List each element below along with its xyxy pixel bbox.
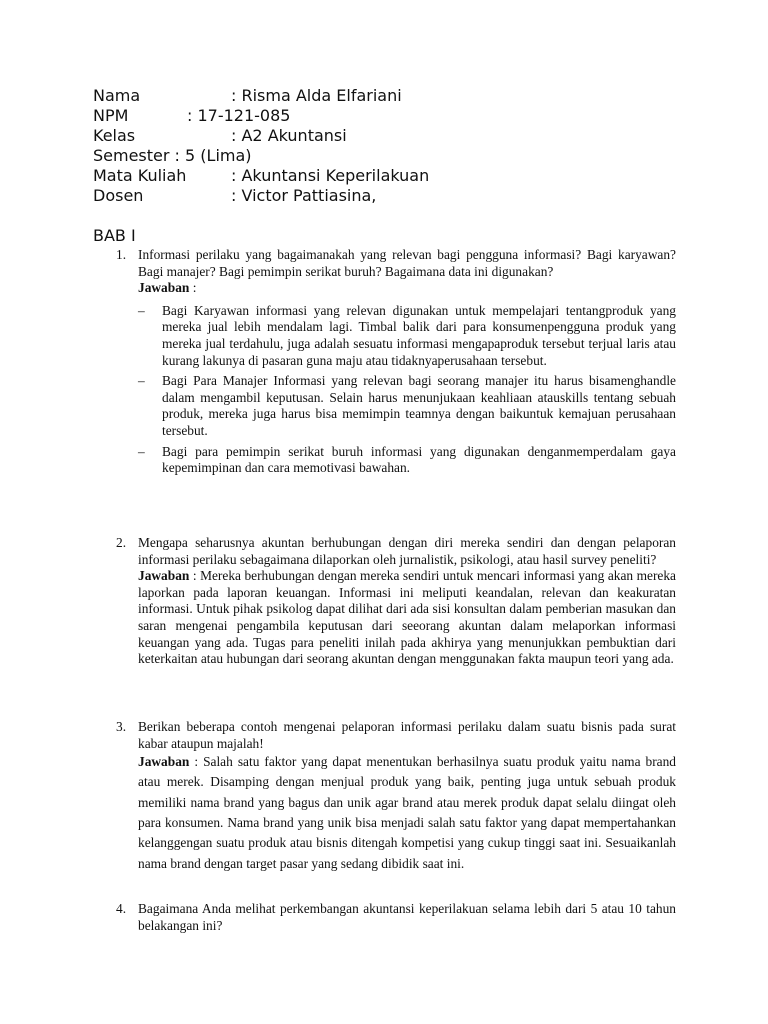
bullet-text: Bagi para pemimpin serikat buruh informasi yang digunakan denganmemperdalam gaya kepemimpinan dan cara memotivasi bawahan. xyxy=(162,443,676,476)
kelas-row xyxy=(93,126,693,146)
bullet-text: Bagi Karyawan informasi yang relevan digunakan untuk mempelajari tentangproduk yang mereka jual lebih mendalam lagi. Timbal balik dari para konsumenpengguna produk yang mereka jual terdahulu, juga adalah sesuatu informasi mengapaproduk tersebut terjual laris atau kurang lakunya di pasaran guna maju atau tidaknyaperusahaan tersebut. xyxy=(162,302,676,368)
answer-label: Jawaban xyxy=(138,754,190,770)
npm-value: : 17-121-085 xyxy=(187,106,291,125)
question-text: Bagaimana Anda melihat perkembangan akuntansi keperilakuan selama lebih dari 5 atau 10 tahun belakangan ini? xyxy=(138,901,676,933)
bullet-text: Bagi Para Manajer Informasi yang relevan bagi seorang manajer itu harus bisamenghandle dalam mengambil keputusan. Selain harus menunjukaan keahliaan atauskills tentang sebuah produk, mereka juga harus bisa memimpin teamnya dengan baikuntuk kemajuan perusahaan tersebut. xyxy=(162,373,676,438)
question-4 xyxy=(116,901,676,934)
answer-paragraph xyxy=(138,568,676,668)
kelas-value: : A2 Akuntansi xyxy=(231,126,347,145)
question-number: 3. xyxy=(116,719,127,734)
semester-row xyxy=(93,146,693,166)
question-2 xyxy=(116,535,676,668)
answer-heading xyxy=(138,280,676,297)
question-number: 1. xyxy=(116,247,127,262)
answer-separator: : xyxy=(189,280,197,296)
npm-row xyxy=(93,106,693,126)
semester-line: Semester : 5 (Lima) xyxy=(93,146,252,165)
npm-label: NPM xyxy=(93,106,129,125)
question-1 xyxy=(116,247,676,481)
mata-kuliah-value: : Akuntansi Keperilakuan xyxy=(231,166,430,185)
nama-value: : Risma Alda Elfariani xyxy=(231,86,402,105)
dosen-value: : Victor Pattiasina, xyxy=(231,186,377,205)
answer-label: Jawaban xyxy=(138,568,190,584)
dash-bullet-icon: – xyxy=(138,302,145,318)
student-info-header xyxy=(93,86,693,206)
mata-kuliah-label: Mata Kuliah xyxy=(93,166,187,185)
question-3 xyxy=(116,719,676,874)
answer-label: Jawaban xyxy=(138,280,190,296)
dosen-label: Dosen xyxy=(93,186,144,205)
question-number: 4. xyxy=(116,901,127,916)
answer-paragraph xyxy=(138,752,676,874)
mata-kuliah-row xyxy=(93,166,693,186)
kelas-label: Kelas xyxy=(93,126,136,145)
list-item xyxy=(138,444,676,477)
answer-text: : Mereka berhubungan dengan mereka sendiri untuk mencari informasi yang akan mereka laporkan pada laporan keuangan. Informasi ini meliputi keandalan, relevan dan keakuratan informasi. Untuk pihak psikolog dapat dilihat dari ada sisi konsultan dalam pemberian masukan dan saran mengenai pengambila keputusan dari seeorang akuntan dalam melaporkan informasi keuangan yang ada. Tugas para peneliti inilah pada akhirya yang menunjukkan pembuktian dari keterkaitan atau hubungan dari seorang akuntan dengan menggunakan fakta maupun teori yang ada. xyxy=(138,568,676,667)
question-text: Berikan beberapa contoh mengenai pelaporan informasi perilaku dalam suatu bisnis pada surat kabar ataupun majalah! xyxy=(138,719,676,751)
answer-text: : Salah satu faktor yang dapat menentukan berhasilnya suatu produk yaitu nama brand atau merek. Disamping dengan menjual produk yang baik, penting juga untuk sebuah produk memiliki nama brand yang bagus dan unik agar brand atau merek produk dapat selalu diingat oleh para konsumen. Nama brand yang unik bisa menjadi salah satu faktor yang dapat mempertahankan kelanggengan suatu produk atau bisnis ditengah kompetisi yang cukup tinggi saat ini. Sesuaikanlah nama brand dengan target pasar yang sedang dibidik saat ini. xyxy=(138,754,676,871)
nama-label: Nama xyxy=(93,86,141,105)
question-number: 2. xyxy=(116,535,127,550)
dash-bullet-icon: – xyxy=(138,443,145,459)
dash-bullet-icon: – xyxy=(138,373,145,389)
question-text: Informasi perilaku yang bagaimanakah yang relevan bagi pengguna informasi? Bagi karyawan? Bagi manajer? Bagi pemimpin serikat buruh? Bagaimana data ini digunakan? xyxy=(138,247,676,279)
answer-bullet-list xyxy=(138,303,676,477)
nama-row xyxy=(93,86,693,106)
dosen-row xyxy=(93,186,693,206)
question-text: Mengapa seharusnya akuntan berhubungan dengan diri mereka sendiri dan dengan pelaporan informasi perilaku sebagaimana dilaporkan oleh jurnalistik, psikologi, atau hasil survey peneliti? xyxy=(138,535,676,567)
list-item xyxy=(138,303,676,369)
chapter-title: BAB I xyxy=(93,226,136,245)
list-item xyxy=(138,373,676,439)
